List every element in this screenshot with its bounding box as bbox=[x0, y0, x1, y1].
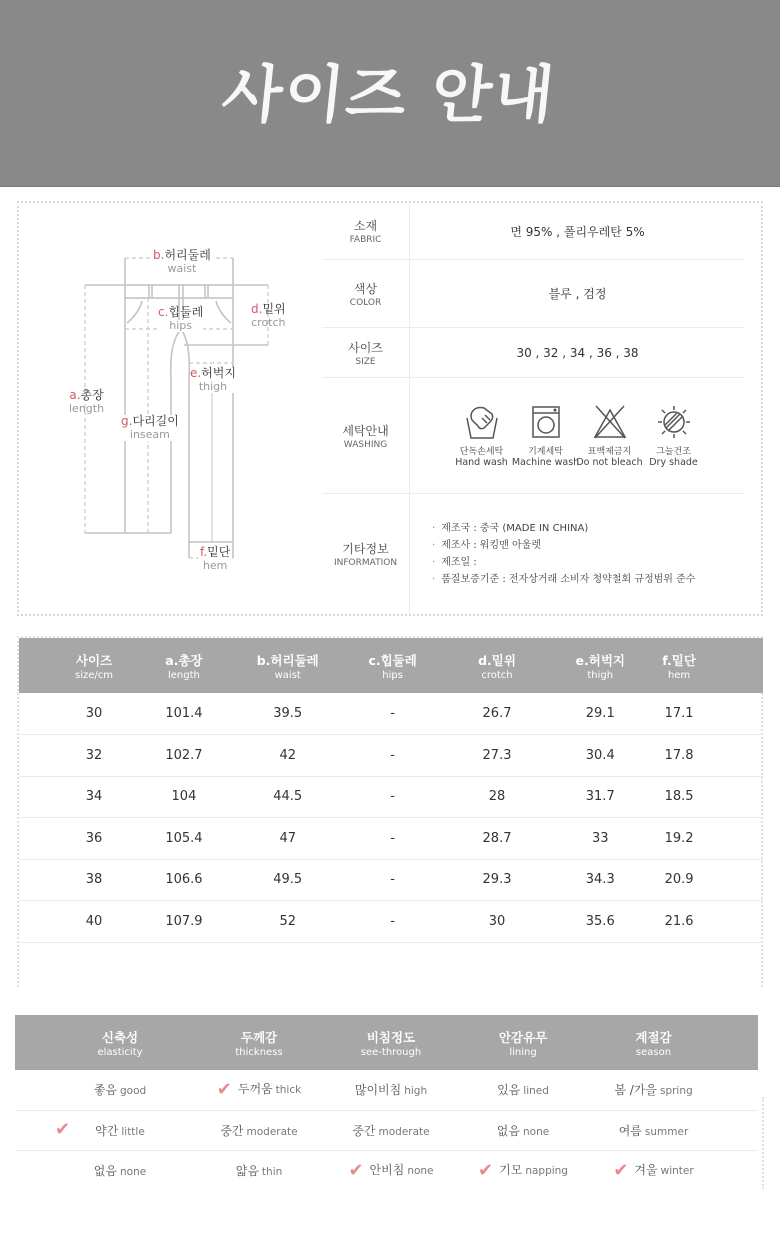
table-cell: - bbox=[347, 735, 439, 777]
text-label: season bbox=[635, 1046, 672, 1058]
table-cell: 39.5 bbox=[229, 693, 347, 735]
text-label bbox=[158, 306, 203, 320]
spec-key-en: FABRIC bbox=[349, 235, 382, 245]
feel-cell bbox=[589, 1150, 758, 1190]
feel-cell bbox=[15, 1070, 193, 1110]
text-label: summer bbox=[644, 1125, 689, 1138]
table-cell: 32 bbox=[19, 735, 139, 777]
feel-cell bbox=[325, 1150, 457, 1190]
text-label: e.허벅지 bbox=[575, 652, 625, 668]
text-label bbox=[410, 378, 745, 493]
table-cell: 21.6 bbox=[645, 901, 763, 943]
diagram-label-hips bbox=[158, 306, 203, 332]
spec-key-en: SIZE bbox=[355, 356, 376, 367]
text-label: f.밑단 bbox=[662, 652, 696, 668]
check-icon: ✔ bbox=[613, 1159, 629, 1181]
pants-diagram bbox=[19, 203, 322, 614]
col-crotch bbox=[439, 638, 556, 693]
table-cell: 107.9 bbox=[139, 901, 229, 943]
hand-wash-icon bbox=[464, 404, 500, 440]
text-label: thigh bbox=[198, 379, 228, 393]
text-label: moderate bbox=[378, 1125, 430, 1138]
product-info-box bbox=[17, 201, 763, 616]
table-cell: 40 bbox=[19, 901, 139, 943]
table-cell: 35.6 bbox=[555, 901, 645, 943]
text-label: Dry shade bbox=[649, 456, 698, 468]
col-length bbox=[139, 638, 229, 693]
check-icon: ✔ bbox=[55, 1118, 71, 1140]
table-cell: 29.1 bbox=[555, 693, 645, 735]
table-cell: 20.9 bbox=[645, 859, 763, 901]
feel-table-header bbox=[15, 1015, 758, 1070]
diagram-label-inseam bbox=[121, 415, 179, 441]
info-item: · 제조일 : bbox=[432, 554, 745, 571]
text-label: none bbox=[407, 1164, 434, 1177]
table-cell: 30 bbox=[19, 693, 139, 735]
text-label bbox=[200, 546, 230, 560]
text-label: d. bbox=[251, 302, 263, 316]
text-label: 많이비침 bbox=[354, 1083, 402, 1098]
table-cell: - bbox=[347, 776, 439, 818]
diagram-label-crotch bbox=[251, 303, 286, 329]
table-cell: 47 bbox=[229, 818, 347, 860]
text-label bbox=[322, 203, 410, 259]
table-cell: 26.7 bbox=[439, 693, 556, 735]
text-label: hem bbox=[667, 669, 691, 681]
text-label: 밑위 bbox=[262, 302, 286, 316]
feel-cell bbox=[325, 1110, 457, 1150]
text-label: waist bbox=[274, 669, 301, 681]
text-label: thigh bbox=[587, 669, 614, 681]
text-label: length bbox=[168, 669, 200, 681]
table-cell: 106.6 bbox=[139, 859, 229, 901]
text-label: 봄 /가을 bbox=[614, 1083, 657, 1098]
col-thigh bbox=[555, 638, 645, 693]
feel-cell bbox=[15, 1150, 193, 1190]
spec-table bbox=[322, 203, 745, 614]
text-label bbox=[251, 303, 286, 317]
text-label: Machine wash bbox=[511, 456, 580, 468]
text-label: 겨울 bbox=[634, 1162, 658, 1177]
feel-cell bbox=[457, 1110, 589, 1150]
text-label: 없음 bbox=[496, 1123, 520, 1138]
table-cell: 44.5 bbox=[229, 776, 347, 818]
text-label: crotch bbox=[481, 669, 513, 681]
text-label: c.힙둘레 bbox=[368, 652, 417, 668]
table-cell: 30.4 bbox=[555, 735, 645, 777]
wash-item-machine-wash bbox=[511, 404, 580, 468]
text-label: 총장 bbox=[80, 388, 104, 402]
text-label: high bbox=[404, 1085, 428, 1098]
text-label bbox=[153, 249, 211, 263]
text-label: little bbox=[121, 1125, 145, 1138]
text-label: none bbox=[522, 1125, 550, 1138]
diagram-label-thigh bbox=[190, 367, 236, 393]
spec-value-fabric: 면 95% , 폴리우레탄 5% bbox=[510, 224, 645, 239]
text-label: 힙둘레 bbox=[168, 305, 204, 319]
table-cell: - bbox=[347, 693, 439, 735]
table-cell: 105.4 bbox=[139, 818, 229, 860]
text-label: inseam bbox=[129, 427, 170, 441]
text-label: g. bbox=[121, 414, 133, 428]
col-hem bbox=[645, 638, 763, 693]
page-banner bbox=[0, 0, 780, 187]
col-lining bbox=[457, 1015, 589, 1070]
text-label: 중간 bbox=[352, 1123, 376, 1138]
text-label: 계절감 bbox=[635, 1029, 672, 1045]
spec-key-en: WASHING bbox=[343, 439, 388, 450]
text-label bbox=[322, 494, 410, 614]
fabric-feel-table bbox=[15, 1015, 758, 1190]
text-label: 그늘건조 bbox=[656, 446, 691, 457]
table-row bbox=[19, 693, 763, 735]
dry-shade-icon bbox=[656, 404, 692, 440]
dotted-divider bbox=[762, 1097, 764, 1189]
text-label: hips bbox=[158, 320, 203, 333]
text-label: good bbox=[120, 1085, 147, 1098]
text-label: 여름 bbox=[618, 1123, 642, 1138]
text-label: thickness bbox=[235, 1046, 283, 1058]
table-cell: 17.8 bbox=[645, 735, 763, 777]
spec-key-ko: 소재 bbox=[353, 219, 378, 233]
feel-cell bbox=[193, 1110, 325, 1150]
text-label: c. bbox=[158, 305, 169, 319]
text-label: f. bbox=[200, 545, 208, 559]
col-elasticity bbox=[15, 1015, 193, 1070]
page-title: 사이즈 안내 bbox=[219, 57, 560, 131]
text-label: see-through bbox=[360, 1046, 422, 1058]
check-icon: ✔ bbox=[216, 1079, 232, 1101]
spec-key-ko: 색상 bbox=[353, 281, 378, 296]
table-cell: 42 bbox=[229, 735, 347, 777]
text-label: 두께감 bbox=[240, 1029, 278, 1045]
table-row bbox=[15, 1070, 758, 1110]
diagram-label-length bbox=[69, 389, 104, 415]
text-label bbox=[410, 494, 745, 614]
text-label: Do not bleach bbox=[576, 456, 643, 468]
spec-key-en: INFORMATION bbox=[333, 558, 398, 568]
text-label: elasticity bbox=[97, 1046, 143, 1058]
text-label bbox=[322, 378, 410, 493]
text-label: b. bbox=[153, 248, 165, 262]
info-item: · 제조사 : 워킹맨 아울렛 bbox=[432, 537, 745, 554]
table-cell: 34.3 bbox=[555, 859, 645, 901]
text-label: Hand wash bbox=[455, 456, 508, 468]
text-label: 두꺼움 bbox=[237, 1082, 273, 1097]
col-size bbox=[19, 638, 139, 693]
text-label: e. bbox=[190, 366, 202, 380]
text-label: 비침정도 bbox=[366, 1029, 416, 1045]
check-icon: ✔ bbox=[478, 1159, 494, 1181]
text-label: b.허리둘레 bbox=[256, 652, 319, 668]
text-label: crotch bbox=[251, 315, 286, 329]
text-label: 허벅지 bbox=[201, 366, 236, 380]
table-cell: 18.5 bbox=[645, 776, 763, 818]
feel-cell bbox=[589, 1070, 758, 1110]
table-row bbox=[15, 1110, 758, 1150]
spec-row-size bbox=[322, 328, 745, 378]
text-label: 안감유무 bbox=[498, 1029, 548, 1045]
diagram-label-hem bbox=[198, 546, 232, 572]
spec-row-washing bbox=[322, 378, 745, 494]
col-waist bbox=[229, 638, 347, 693]
text-label bbox=[322, 260, 410, 327]
text-label bbox=[322, 328, 410, 377]
spec-key-en: COLOR bbox=[349, 297, 382, 308]
text-label: 신축성 bbox=[101, 1029, 139, 1045]
text-label: thick bbox=[275, 1084, 302, 1097]
text-label: size/cm bbox=[75, 669, 114, 681]
feel-cell bbox=[589, 1110, 758, 1150]
table-cell: 28.7 bbox=[439, 818, 556, 860]
spec-value-size: 30 , 32 , 34 , 36 , 38 bbox=[516, 345, 639, 360]
size-table-box bbox=[17, 636, 763, 987]
info-item: · 제조국 : 중국 (MADE IN CHINA) bbox=[432, 520, 745, 537]
table-cell: 102.7 bbox=[139, 735, 229, 777]
text-label: 사이즈 bbox=[75, 652, 113, 668]
feel-cell bbox=[193, 1070, 325, 1110]
col-season bbox=[589, 1015, 758, 1070]
text-label: hem bbox=[202, 558, 228, 572]
table-cell: - bbox=[347, 818, 439, 860]
text-label: lining bbox=[509, 1046, 537, 1058]
table-cell: 38 bbox=[19, 859, 139, 901]
col-thickness bbox=[193, 1015, 325, 1070]
text-label: 없음 bbox=[93, 1163, 117, 1178]
text-label: moderate bbox=[246, 1125, 298, 1138]
table-cell: 17.1 bbox=[645, 693, 763, 735]
table-cell: 104 bbox=[139, 776, 229, 818]
wash-item-no-bleach bbox=[576, 404, 643, 468]
text-label: 허리둘레 bbox=[164, 248, 211, 262]
text-label: a. bbox=[69, 388, 81, 402]
text-label: 좋음 bbox=[93, 1083, 117, 1098]
table-cell: 28 bbox=[439, 776, 556, 818]
table-cell: 19.2 bbox=[645, 818, 763, 860]
table-cell: 52 bbox=[229, 901, 347, 943]
text-label: napping bbox=[525, 1164, 568, 1177]
text-label: a.총장 bbox=[165, 652, 203, 668]
text-label: 기계세탁 bbox=[528, 446, 563, 457]
col-see-through bbox=[325, 1015, 457, 1070]
check-icon: ✔ bbox=[348, 1159, 364, 1181]
diagram-label-waist bbox=[151, 249, 213, 275]
washing-icons bbox=[452, 404, 704, 468]
text-label bbox=[121, 415, 179, 429]
table-cell: 34 bbox=[19, 776, 139, 818]
wash-item-dry-shade bbox=[644, 404, 704, 468]
information-list bbox=[410, 520, 745, 588]
text-label bbox=[190, 367, 236, 381]
table-cell: 30 bbox=[439, 901, 556, 943]
spec-key-ko: 세탁안내 bbox=[342, 423, 389, 438]
table-cell: 33 bbox=[555, 818, 645, 860]
spec-row-color bbox=[322, 260, 745, 328]
text-label: hips bbox=[382, 669, 403, 681]
size-table-header bbox=[19, 638, 763, 693]
text-label: 기모 bbox=[499, 1162, 523, 1177]
feel-cell bbox=[325, 1070, 457, 1110]
spec-value-color: 블루 , 검정 bbox=[548, 287, 607, 301]
text-label: 안비침 bbox=[369, 1162, 405, 1177]
text-label: 있음 bbox=[497, 1083, 521, 1098]
no-bleach-icon bbox=[592, 404, 628, 440]
text-label: 단독손세탁 bbox=[459, 446, 504, 457]
text-label: waist bbox=[167, 261, 197, 275]
spec-row-information bbox=[322, 494, 745, 614]
feel-cell bbox=[15, 1110, 193, 1150]
spec-key-ko: 기타정보 bbox=[342, 542, 389, 556]
table-cell: 36 bbox=[19, 818, 139, 860]
table-row bbox=[19, 859, 763, 901]
table-cell: 29.3 bbox=[439, 859, 556, 901]
text-label: spring bbox=[659, 1085, 693, 1098]
text-label: 밑단 bbox=[207, 545, 231, 559]
table-row bbox=[19, 818, 763, 860]
table-cell: 27.3 bbox=[439, 735, 556, 777]
table-cell: 49.5 bbox=[229, 859, 347, 901]
spec-key-ko: 사이즈 bbox=[348, 340, 383, 355]
wash-item-hand-wash bbox=[452, 404, 512, 468]
text-label: thin bbox=[261, 1165, 283, 1178]
text-label: 중간 bbox=[220, 1123, 244, 1138]
text-label bbox=[69, 389, 104, 403]
table-row bbox=[19, 776, 763, 818]
table-row bbox=[19, 901, 763, 943]
text-label: 다리길이 bbox=[132, 414, 179, 428]
text-label: 얇음 bbox=[235, 1163, 259, 1178]
feel-cell bbox=[457, 1070, 589, 1110]
table-row bbox=[15, 1150, 758, 1190]
text-label: length bbox=[69, 401, 105, 415]
table-cell: - bbox=[347, 859, 439, 901]
col-hips bbox=[347, 638, 439, 693]
info-item: · 품질보증기준 : 전자상거래 소비자 청약철회 규정범위 준수 bbox=[432, 571, 745, 588]
feel-cell bbox=[193, 1150, 325, 1190]
size-table bbox=[19, 638, 763, 943]
table-row bbox=[19, 735, 763, 777]
text-label: none bbox=[119, 1165, 147, 1178]
text-label: 약간 bbox=[95, 1123, 119, 1138]
table-cell: 31.7 bbox=[555, 776, 645, 818]
text-label: d.밑위 bbox=[478, 652, 516, 668]
table-cell: 101.4 bbox=[139, 693, 229, 735]
table-cell: - bbox=[347, 901, 439, 943]
text-label: 표백제금지 bbox=[587, 446, 632, 457]
machine-wash-icon bbox=[528, 404, 564, 440]
text-label: lined bbox=[523, 1085, 549, 1098]
feel-cell bbox=[457, 1150, 589, 1190]
text-label: winter bbox=[660, 1164, 694, 1177]
spec-row-fabric bbox=[322, 203, 745, 260]
